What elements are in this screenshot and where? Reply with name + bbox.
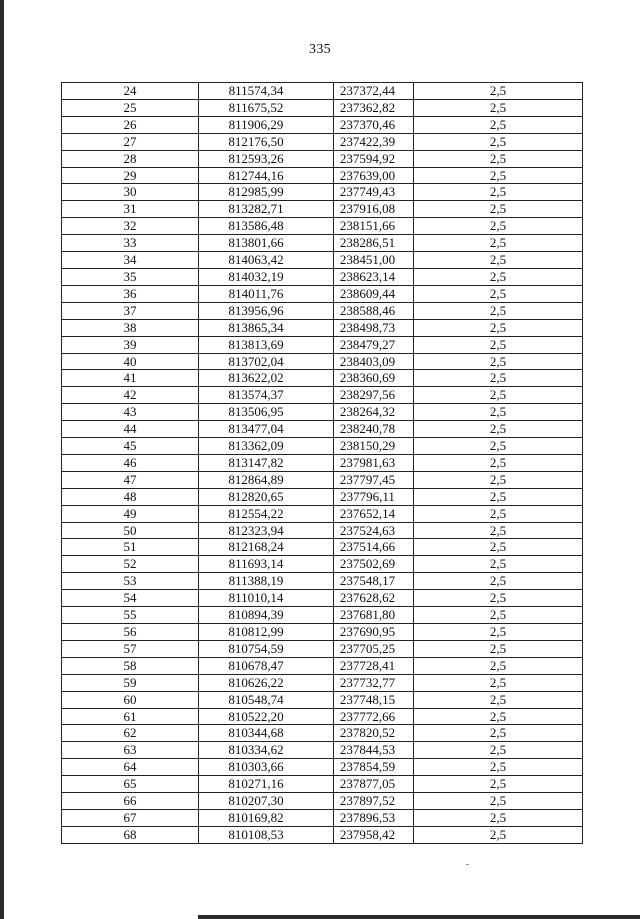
point-number-cell: 37 [62,302,199,319]
y-coordinate-cell: 237877,05 [334,776,414,793]
accuracy-cell: 2,5 [414,454,583,471]
table-row [62,201,583,218]
accuracy-cell: 2,5 [414,302,583,319]
table-row [62,438,583,455]
x-coordinate-cell: 813956,96 [199,302,334,319]
table-row [62,319,583,336]
y-coordinate-cell: 237628,62 [334,590,414,607]
x-coordinate-cell: 811693,14 [199,556,334,573]
y-coordinate-cell: 237639,00 [334,167,414,184]
point-number-cell: 38 [62,319,199,336]
x-coordinate-cell: 810344,68 [199,725,334,742]
x-coordinate-cell: 810522,20 [199,708,334,725]
x-coordinate-cell: 812985,99 [199,184,334,201]
x-coordinate-cell: 812323,94 [199,522,334,539]
x-coordinate-cell: 810754,59 [199,640,334,657]
table-row [62,657,583,674]
table-row [62,776,583,793]
point-number-cell: 52 [62,556,199,573]
y-coordinate-cell: 238286,51 [334,235,414,252]
scan-bottom-edge [198,915,640,919]
accuracy-cell: 2,5 [414,793,583,810]
table-row [62,285,583,302]
y-coordinate-cell: 238498,73 [334,319,414,336]
y-coordinate-cell: 238451,00 [334,252,414,269]
accuracy-cell: 2,5 [414,607,583,624]
point-number-cell: 28 [62,150,199,167]
x-coordinate-cell: 812593,26 [199,150,334,167]
y-coordinate-cell: 237749,43 [334,184,414,201]
point-number-cell: 25 [62,99,199,116]
table-row [62,471,583,488]
accuracy-cell: 2,5 [414,133,583,150]
table-row [62,539,583,556]
point-number-cell: 60 [62,691,199,708]
point-number-cell: 66 [62,793,199,810]
table-row [62,522,583,539]
y-coordinate-cell: 237844,53 [334,742,414,759]
point-number-cell: 40 [62,353,199,370]
table-row [62,505,583,522]
accuracy-cell: 2,5 [414,387,583,404]
y-coordinate-cell: 237524,63 [334,522,414,539]
y-coordinate-cell: 237820,52 [334,725,414,742]
table-row [62,809,583,826]
x-coordinate-cell: 811906,29 [199,116,334,133]
x-coordinate-cell: 810108,53 [199,826,334,843]
point-number-cell: 61 [62,708,199,725]
y-coordinate-cell: 237728,41 [334,657,414,674]
y-coordinate-cell: 237681,80 [334,607,414,624]
x-coordinate-cell: 811388,19 [199,573,334,590]
y-coordinate-cell: 237748,15 [334,691,414,708]
accuracy-cell: 2,5 [414,421,583,438]
y-coordinate-cell: 237652,14 [334,505,414,522]
point-number-cell: 45 [62,438,199,455]
table-row [62,624,583,641]
accuracy-cell: 2,5 [414,268,583,285]
table-row [62,488,583,505]
table-row [62,674,583,691]
x-coordinate-cell: 810812,99 [199,624,334,641]
table-row [62,353,583,370]
point-number-cell: 51 [62,539,199,556]
x-coordinate-cell: 811574,34 [199,83,334,100]
x-coordinate-cell: 811010,14 [199,590,334,607]
x-coordinate-cell: 810207,30 [199,793,334,810]
accuracy-cell: 2,5 [414,370,583,387]
x-coordinate-cell: 813813,69 [199,336,334,353]
point-number-cell: 43 [62,404,199,421]
y-coordinate-cell: 237594,92 [334,150,414,167]
point-number-cell: 64 [62,759,199,776]
scan-speck [466,864,469,865]
y-coordinate-cell: 237705,25 [334,640,414,657]
point-number-cell: 36 [62,285,199,302]
y-coordinate-cell: 237916,08 [334,201,414,218]
accuracy-cell: 2,5 [414,657,583,674]
table-row [62,607,583,624]
x-coordinate-cell: 813586,48 [199,218,334,235]
table-row [62,454,583,471]
x-coordinate-cell: 813865,34 [199,319,334,336]
coordinates-table [61,82,583,844]
x-coordinate-cell: 812176,50 [199,133,334,150]
accuracy-cell: 2,5 [414,725,583,742]
table-row [62,252,583,269]
y-coordinate-cell: 237548,17 [334,573,414,590]
scan-left-edge [0,0,4,919]
x-coordinate-cell: 810169,82 [199,809,334,826]
table-row [62,387,583,404]
y-coordinate-cell: 238360,69 [334,370,414,387]
point-number-cell: 24 [62,83,199,100]
x-coordinate-cell: 813702,04 [199,353,334,370]
y-coordinate-cell: 238479,27 [334,336,414,353]
accuracy-cell: 2,5 [414,691,583,708]
accuracy-cell: 2,5 [414,285,583,302]
table-row [62,826,583,843]
point-number-cell: 47 [62,471,199,488]
point-number-cell: 67 [62,809,199,826]
accuracy-cell: 2,5 [414,505,583,522]
y-coordinate-cell: 238609,44 [334,285,414,302]
accuracy-cell: 2,5 [414,809,583,826]
x-coordinate-cell: 810334,62 [199,742,334,759]
x-coordinate-cell: 810548,74 [199,691,334,708]
y-coordinate-cell: 237796,11 [334,488,414,505]
point-number-cell: 62 [62,725,199,742]
accuracy-cell: 2,5 [414,759,583,776]
y-coordinate-cell: 237854,59 [334,759,414,776]
point-number-cell: 31 [62,201,199,218]
table-row [62,691,583,708]
x-coordinate-cell: 810303,66 [199,759,334,776]
coordinates-table-body [62,83,583,844]
table-row [62,99,583,116]
accuracy-cell: 2,5 [414,353,583,370]
table-row [62,421,583,438]
y-coordinate-cell: 238150,29 [334,438,414,455]
y-coordinate-cell: 237772,66 [334,708,414,725]
x-coordinate-cell: 813506,95 [199,404,334,421]
table-row [62,556,583,573]
point-number-cell: 53 [62,573,199,590]
point-number-cell: 42 [62,387,199,404]
accuracy-cell: 2,5 [414,522,583,539]
table-row [62,404,583,421]
table-row [62,590,583,607]
point-number-cell: 55 [62,607,199,624]
y-coordinate-cell: 237797,45 [334,471,414,488]
x-coordinate-cell: 814011,76 [199,285,334,302]
point-number-cell: 33 [62,235,199,252]
accuracy-cell: 2,5 [414,471,583,488]
x-coordinate-cell: 813574,37 [199,387,334,404]
x-coordinate-cell: 812744,16 [199,167,334,184]
table-row [62,708,583,725]
point-number-cell: 30 [62,184,199,201]
point-number-cell: 44 [62,421,199,438]
y-coordinate-cell: 238297,56 [334,387,414,404]
point-number-cell: 57 [62,640,199,657]
y-coordinate-cell: 237732,77 [334,674,414,691]
x-coordinate-cell: 814063,42 [199,252,334,269]
x-coordinate-cell: 814032,19 [199,268,334,285]
table-row [62,268,583,285]
point-number-cell: 35 [62,268,199,285]
x-coordinate-cell: 810894,39 [199,607,334,624]
accuracy-cell: 2,5 [414,624,583,641]
point-number-cell: 48 [62,488,199,505]
accuracy-cell: 2,5 [414,201,583,218]
table-row [62,133,583,150]
y-coordinate-cell: 237370,46 [334,116,414,133]
x-coordinate-cell: 812820,65 [199,488,334,505]
x-coordinate-cell: 811675,52 [199,99,334,116]
y-coordinate-cell: 238403,09 [334,353,414,370]
y-coordinate-cell: 237896,53 [334,809,414,826]
y-coordinate-cell: 238264,32 [334,404,414,421]
x-coordinate-cell: 812554,22 [199,505,334,522]
x-coordinate-cell: 813362,09 [199,438,334,455]
y-coordinate-cell: 237958,42 [334,826,414,843]
accuracy-cell: 2,5 [414,404,583,421]
accuracy-cell: 2,5 [414,776,583,793]
table-row [62,793,583,810]
accuracy-cell: 2,5 [414,252,583,269]
table-row [62,218,583,235]
table-row [62,742,583,759]
table-row [62,370,583,387]
table-row [62,725,583,742]
y-coordinate-cell: 237362,82 [334,99,414,116]
accuracy-cell: 2,5 [414,556,583,573]
table-row [62,759,583,776]
accuracy-cell: 2,5 [414,590,583,607]
accuracy-cell: 2,5 [414,640,583,657]
table-row [62,150,583,167]
y-coordinate-cell: 237514,66 [334,539,414,556]
point-number-cell: 56 [62,624,199,641]
y-coordinate-cell: 237422,39 [334,133,414,150]
x-coordinate-cell: 812864,89 [199,471,334,488]
x-coordinate-cell: 813622,02 [199,370,334,387]
accuracy-cell: 2,5 [414,319,583,336]
point-number-cell: 59 [62,674,199,691]
table-row [62,83,583,100]
point-number-cell: 32 [62,218,199,235]
point-number-cell: 41 [62,370,199,387]
accuracy-cell: 2,5 [414,438,583,455]
point-number-cell: 54 [62,590,199,607]
y-coordinate-cell: 237981,63 [334,454,414,471]
table-row [62,302,583,319]
x-coordinate-cell: 813477,04 [199,421,334,438]
point-number-cell: 46 [62,454,199,471]
table-row [62,336,583,353]
table-row [62,116,583,133]
point-number-cell: 68 [62,826,199,843]
y-coordinate-cell: 238623,14 [334,268,414,285]
accuracy-cell: 2,5 [414,708,583,725]
y-coordinate-cell: 237690,95 [334,624,414,641]
x-coordinate-cell: 810271,16 [199,776,334,793]
table-row [62,235,583,252]
accuracy-cell: 2,5 [414,83,583,100]
point-number-cell: 65 [62,776,199,793]
y-coordinate-cell: 237502,69 [334,556,414,573]
point-number-cell: 39 [62,336,199,353]
point-number-cell: 58 [62,657,199,674]
accuracy-cell: 2,5 [414,116,583,133]
y-coordinate-cell: 238151,66 [334,218,414,235]
table-row [62,184,583,201]
accuracy-cell: 2,5 [414,742,583,759]
point-number-cell: 27 [62,133,199,150]
accuracy-cell: 2,5 [414,539,583,556]
point-number-cell: 29 [62,167,199,184]
y-coordinate-cell: 237897,52 [334,793,414,810]
point-number-cell: 26 [62,116,199,133]
y-coordinate-cell: 237372,44 [334,83,414,100]
accuracy-cell: 2,5 [414,235,583,252]
x-coordinate-cell: 813147,82 [199,454,334,471]
point-number-cell: 63 [62,742,199,759]
accuracy-cell: 2,5 [414,826,583,843]
accuracy-cell: 2,5 [414,674,583,691]
accuracy-cell: 2,5 [414,150,583,167]
page-number: 335 [309,42,331,57]
x-coordinate-cell: 810626,22 [199,674,334,691]
table-row [62,640,583,657]
accuracy-cell: 2,5 [414,218,583,235]
coordinates-table-container [61,82,582,844]
x-coordinate-cell: 810678,47 [199,657,334,674]
x-coordinate-cell: 813282,71 [199,201,334,218]
y-coordinate-cell: 238588,46 [334,302,414,319]
x-coordinate-cell: 812168,24 [199,539,334,556]
accuracy-cell: 2,5 [414,99,583,116]
table-row [62,573,583,590]
point-number-cell: 49 [62,505,199,522]
y-coordinate-cell: 238240,78 [334,421,414,438]
point-number-cell: 50 [62,522,199,539]
accuracy-cell: 2,5 [414,488,583,505]
accuracy-cell: 2,5 [414,336,583,353]
accuracy-cell: 2,5 [414,167,583,184]
x-coordinate-cell: 813801,66 [199,235,334,252]
accuracy-cell: 2,5 [414,184,583,201]
table-row [62,167,583,184]
accuracy-cell: 2,5 [414,573,583,590]
point-number-cell: 34 [62,252,199,269]
